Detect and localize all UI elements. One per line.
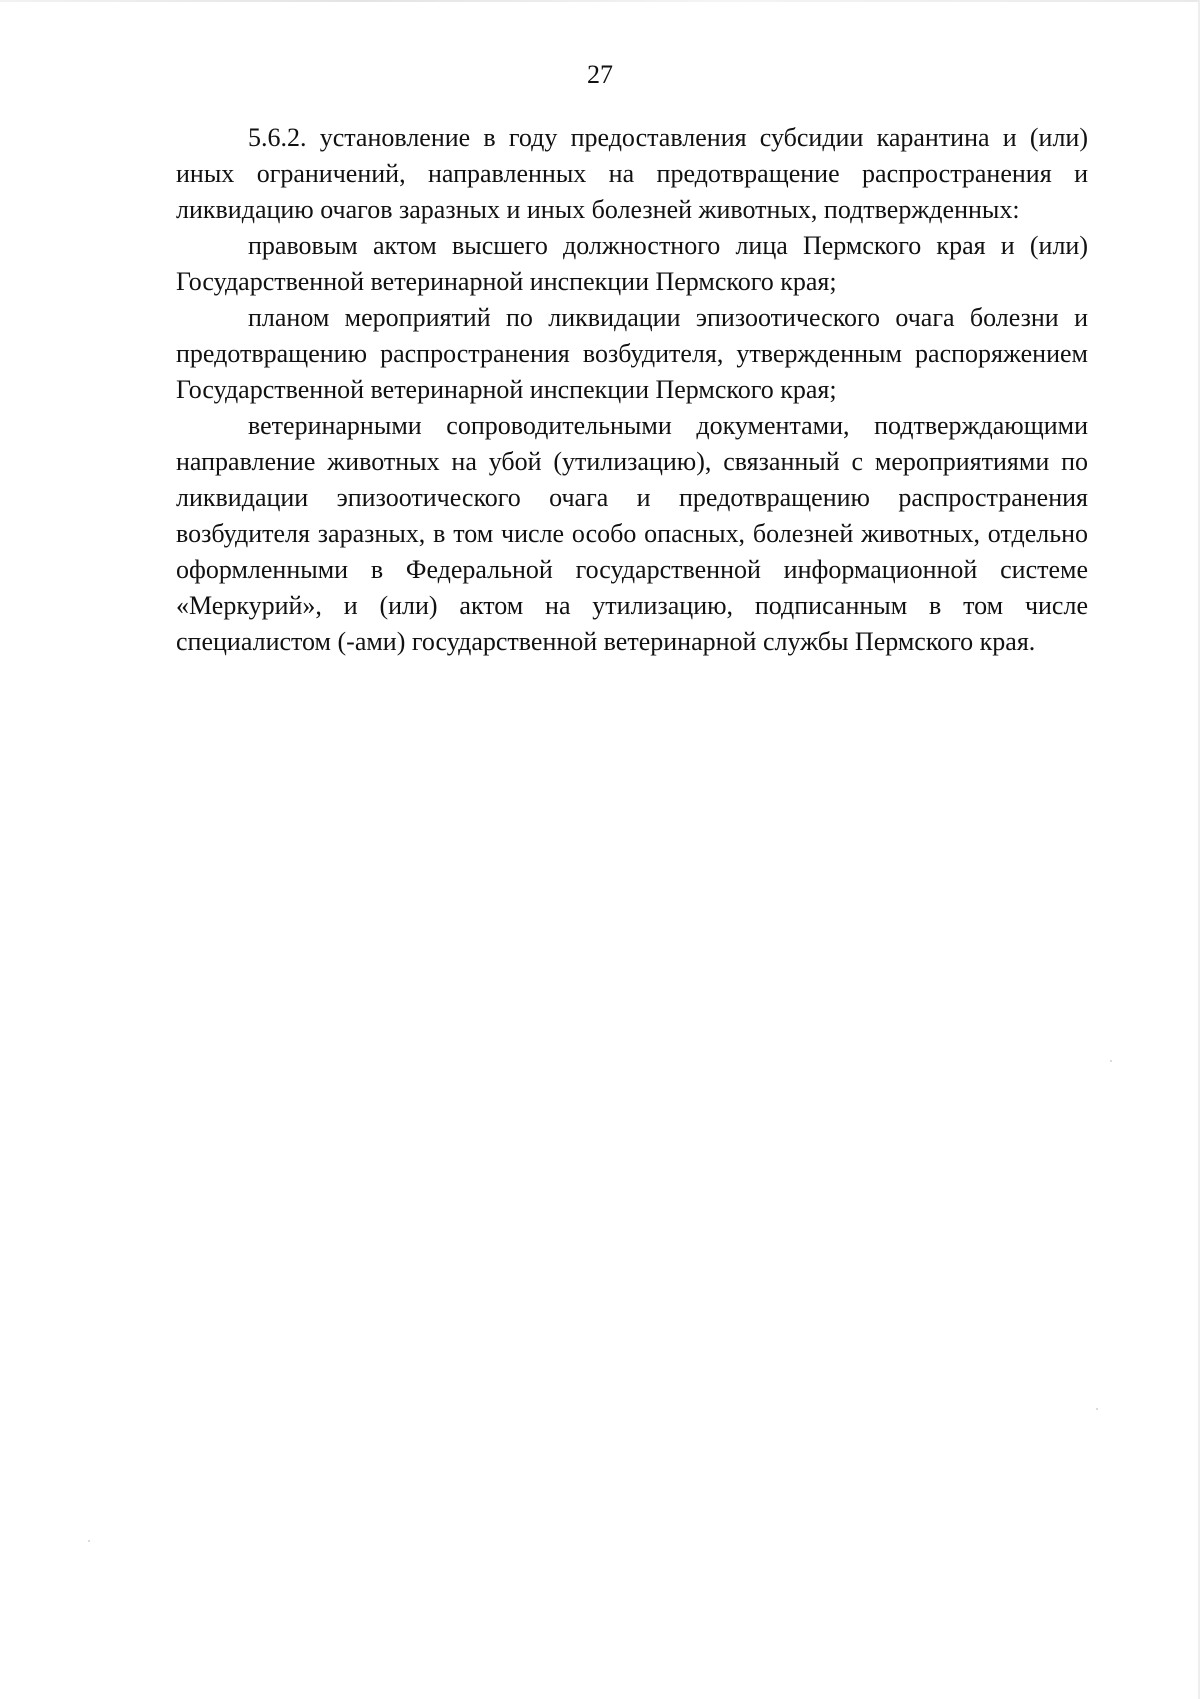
document-body [176,120,1088,660]
scan-speck [1096,1408,1098,1410]
scan-speck [88,1540,90,1542]
paragraph-legal-act: правовым актом высшего должностного лица Пермского края и (или) Государственной ветеринарной инспекции Пермского края; [176,231,1088,296]
scan-speck [1110,1060,1112,1062]
paragraph-action-plan: планом мероприятий по ликвидации эпизоотического очага болезни и предотвращению распространения возбудителя, утвержденным распоряжением Государственной ветеринарной инспекции Пермского края; [176,303,1088,404]
page-number: 27 [587,60,613,89]
paragraph-5-6-2: 5.6.2. установление в году предоставления субсидии карантина и (или) иных ограничений, направленных на предотвращение распространения и ликвидацию очагов заразных и иных болезней животных, подтвержденных: [176,123,1088,224]
scan-edge-top [0,0,1200,2]
paragraph-veterinary-documents: ветеринарными сопроводительными документами, подтверждающими направление животных на убой (утилизацию), связанный с мероприятиями по ликвидации эпизоотического очага и предотвращению распространения возбудителя заразных, в том числе особо опасных, болезней животных, отдельно оформленными в Федеральной государственной информационной системе «Меркурий», и (или) актом на утилизацию, подписанным в том числе специалистом (-ами) государственной ветеринарной службы Пермского края. [176,411,1088,656]
